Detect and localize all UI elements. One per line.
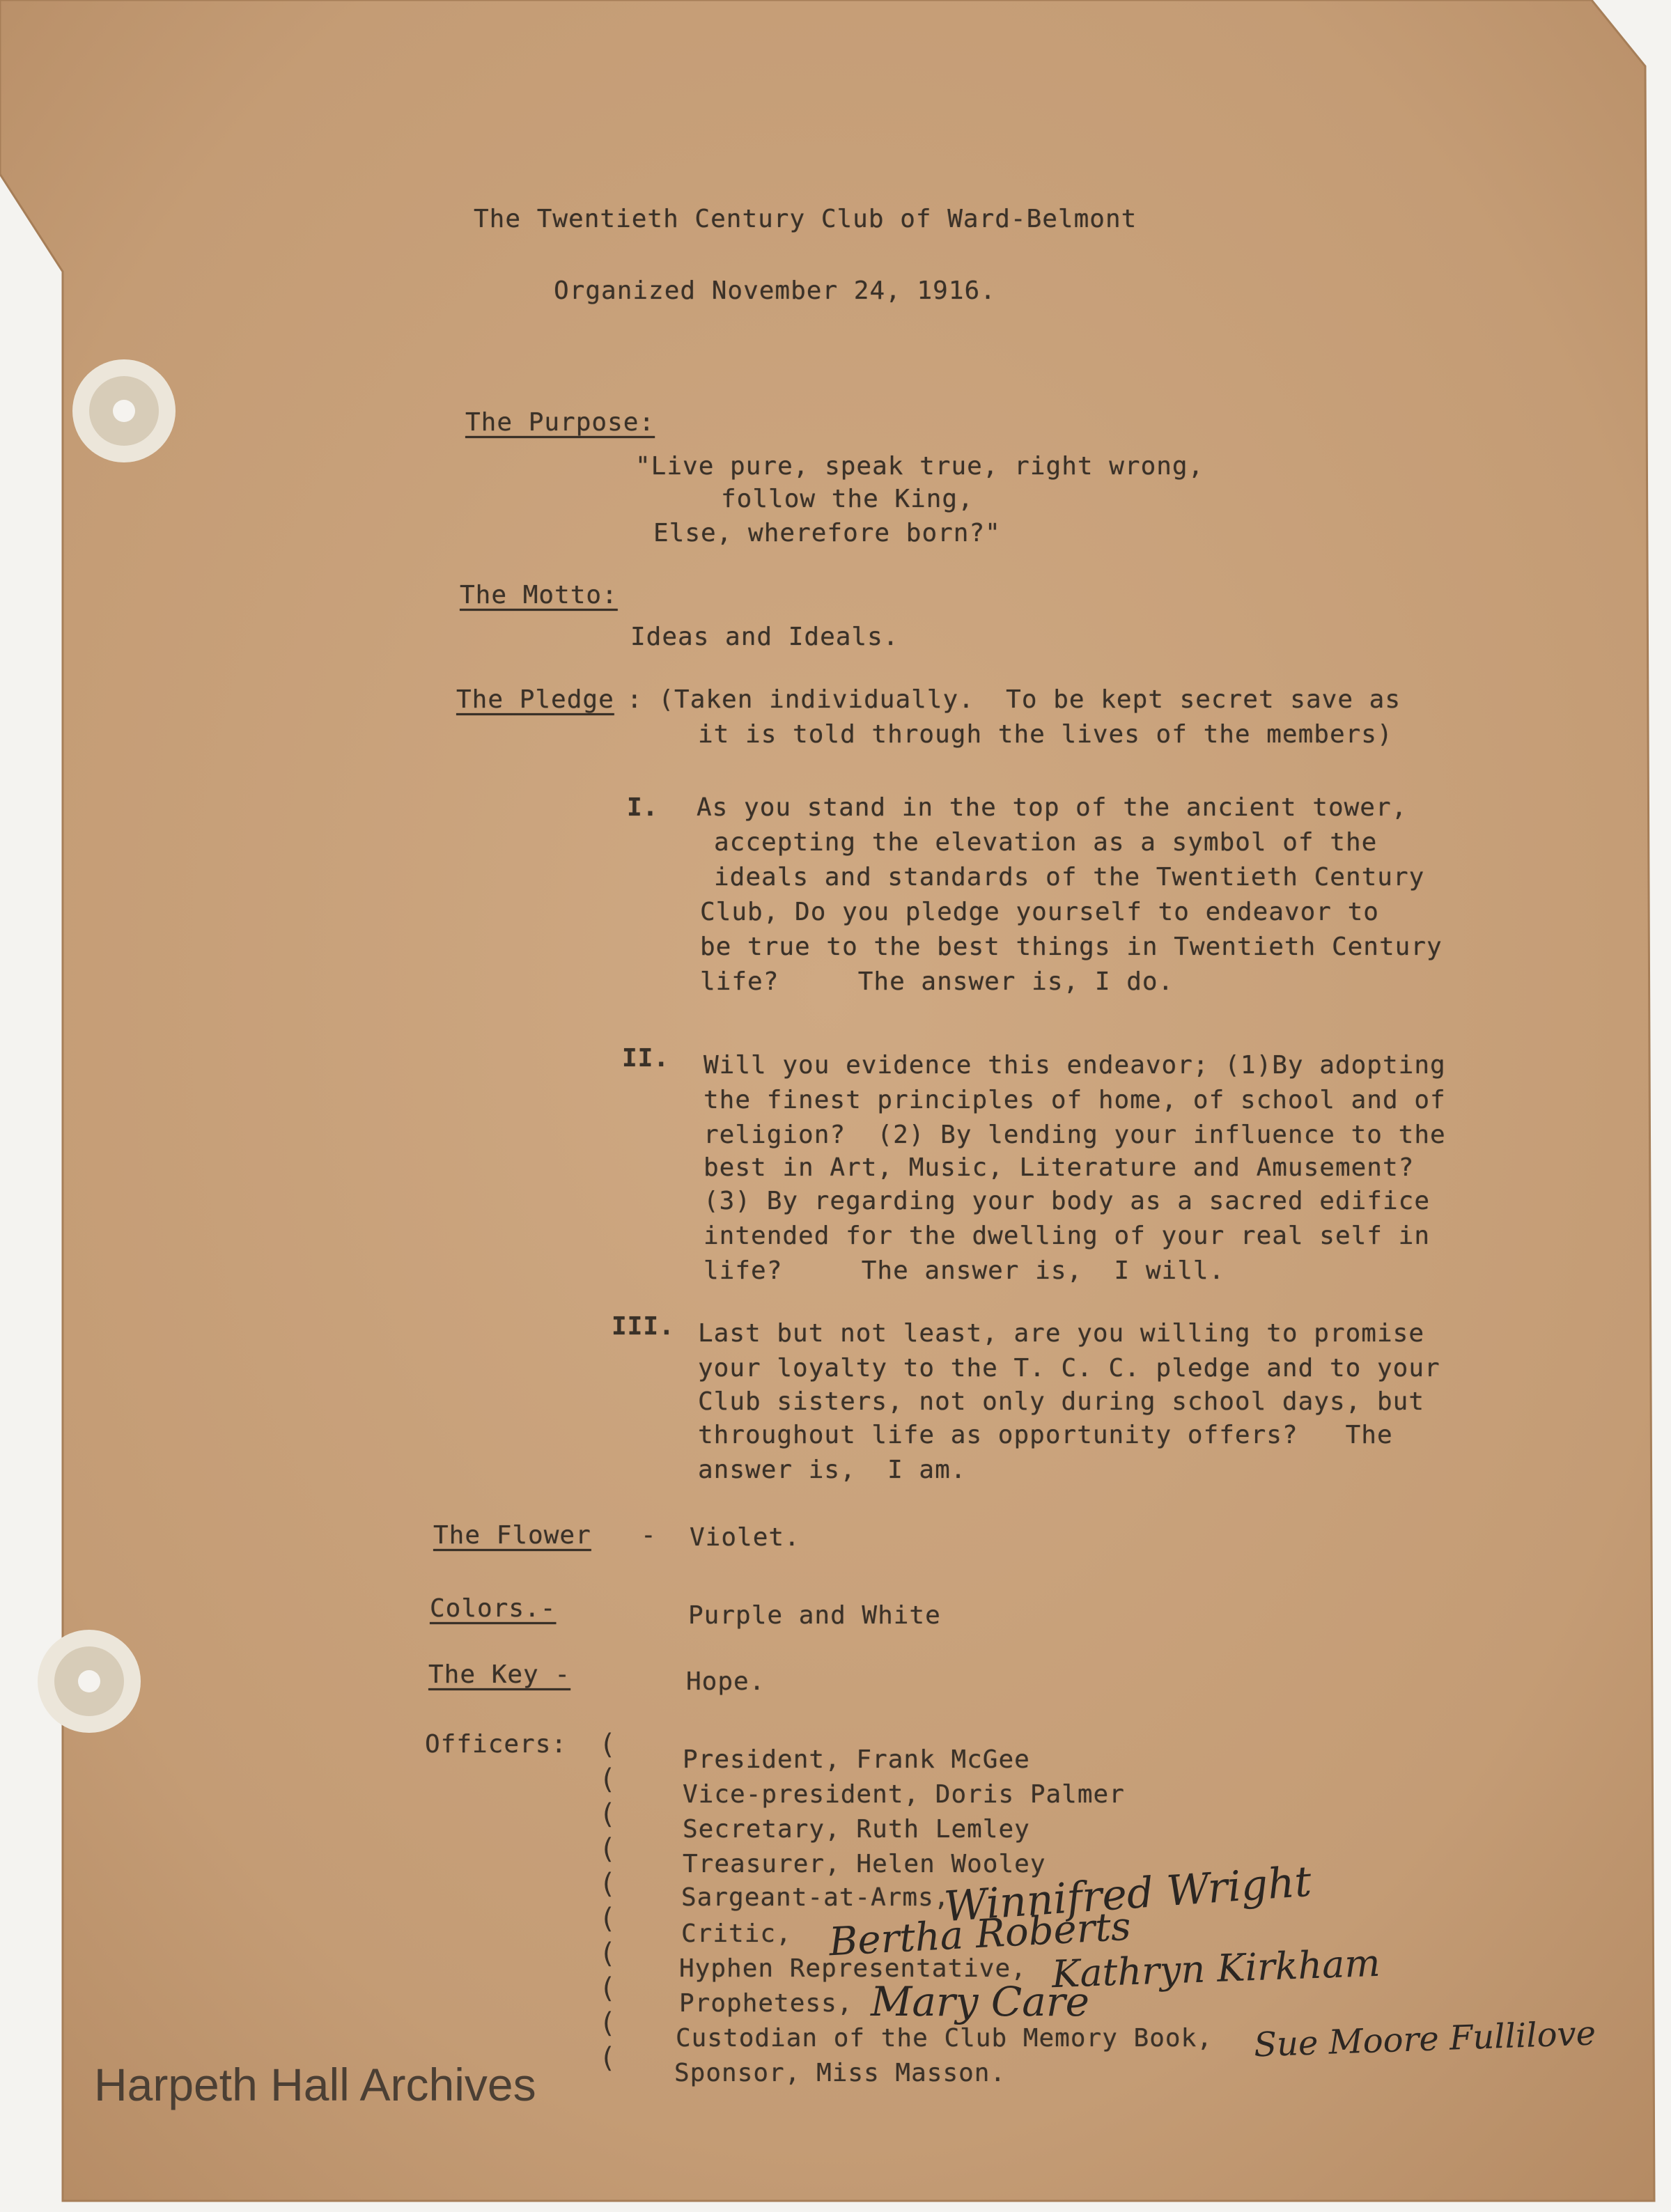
officer-row: Hyphen Representative, xyxy=(679,1954,1043,1983)
officer-row: Treasurer, Helen Wooley xyxy=(683,1850,1046,1878)
flower-value: Violet. xyxy=(690,1523,800,1552)
document-title: The Twentieth Century Club of Ward-Belmont xyxy=(474,205,1137,233)
punch-hole-bottom xyxy=(38,1630,141,1733)
colors-label: Colors.- xyxy=(430,1594,557,1623)
officer-row: Vice-president, Doris Palmer xyxy=(683,1780,1125,1809)
officer-row: Secretary, Ruth Lemley xyxy=(683,1815,1030,1844)
pledge-intro-line: : (Taken individually. To be kept secret save as xyxy=(627,685,1401,714)
organized-date: Organized November 24, 1916. xyxy=(554,276,996,305)
pledge-item-line: life? The answer is, I will. xyxy=(704,1256,1225,1285)
colors-value: Purple and White xyxy=(688,1601,941,1630)
officers-bracket: ( ( ( ( ( ( ( ( ( ( xyxy=(599,1729,616,2074)
pledge-item-line: Club sisters, not only during school days, but xyxy=(698,1387,1424,1416)
motto-heading: The Motto: xyxy=(460,581,618,609)
pledge-intro-line: it is told through the lives of the members) xyxy=(698,720,1393,749)
punch-hole-top xyxy=(72,359,176,462)
pledge-item-line: Will you evidence this endeavor; (1)By adopting xyxy=(704,1051,1446,1080)
officer-row: Critic, xyxy=(681,1919,808,1948)
officer-row: Sponsor, Miss Masson. xyxy=(674,2059,1007,2087)
pledge-numeral: I. xyxy=(627,793,659,822)
officers-label: Officers: xyxy=(425,1730,568,1759)
pledge-item-line: the finest principles of home, of school and of xyxy=(704,1086,1446,1114)
pledge-item-line: accepting the elevation as a symbol of the xyxy=(714,828,1378,857)
pledge-item-line: life? The answer is, I do. xyxy=(700,967,1174,996)
flower-label: The Flower xyxy=(433,1521,591,1550)
officer-row: Prophetess, xyxy=(679,1989,869,2018)
pledge-item-line: Last but not least, are you willing to promise xyxy=(698,1319,1424,1348)
officer-row: President, Frank McGee xyxy=(683,1745,1030,1774)
handwritten-name: Mary Care xyxy=(871,1978,1089,2025)
pledge-item-line: answer is, I am. xyxy=(698,1456,967,1484)
pledge-item-line: your loyalty to the T. C. C. pledge and to your xyxy=(698,1354,1440,1382)
key-value: Hope. xyxy=(686,1667,765,1696)
archive-watermark: Harpeth Hall Archives xyxy=(94,2059,536,2110)
pledge-numeral: III. xyxy=(612,1312,675,1341)
purpose-line: follow the King, xyxy=(721,485,974,513)
handwritten-name: Bertha Roberts xyxy=(827,1903,1133,1965)
officer-row: Sargeant-at-Arms, xyxy=(681,1883,966,1912)
pledge-item-line: be true to the best things in Twentieth Century xyxy=(700,933,1443,961)
pledge-item-line: As you stand in the top of the ancient tower, xyxy=(697,793,1408,822)
purpose-line: "Live pure, speak true, right wrong, xyxy=(635,452,1204,481)
pledge-heading: The Pledge xyxy=(456,685,614,714)
handwritten-name: Winnifred Wright xyxy=(942,1857,1313,1932)
motto-text: Ideas and Ideals. xyxy=(630,623,899,651)
handwritten-name: Sue Moore Fullilove xyxy=(1253,2014,1596,2065)
key-label: The Key - xyxy=(428,1660,571,1689)
purpose-heading: The Purpose: xyxy=(465,408,655,437)
pledge-item-line: (3) By regarding your body as a sacred edifice xyxy=(704,1187,1430,1215)
pledge-item-line: Club, Do you pledge yourself to endeavor to xyxy=(700,898,1379,926)
pledge-numeral: II. xyxy=(622,1044,670,1073)
pledge-item-line: throughout life as opportunity offers? The xyxy=(698,1421,1393,1449)
pledge-item-line: religion? (2) By lending your influence to the xyxy=(704,1121,1446,1149)
pledge-item-line: intended for the dwelling of your real self in xyxy=(704,1222,1430,1250)
purpose-line: Else, wherefore born?" xyxy=(653,519,1001,547)
pledge-item-line: best in Art, Music, Literature and Amusement? xyxy=(704,1153,1415,1182)
handwritten-name: Kathryn Kirkham xyxy=(1051,1940,1381,1997)
flower-dash: - xyxy=(641,1521,657,1550)
pledge-item-line: ideals and standards of the Twentieth Century xyxy=(714,863,1425,891)
officer-row: Custodian of the Club Memory Book, xyxy=(676,2024,1229,2053)
